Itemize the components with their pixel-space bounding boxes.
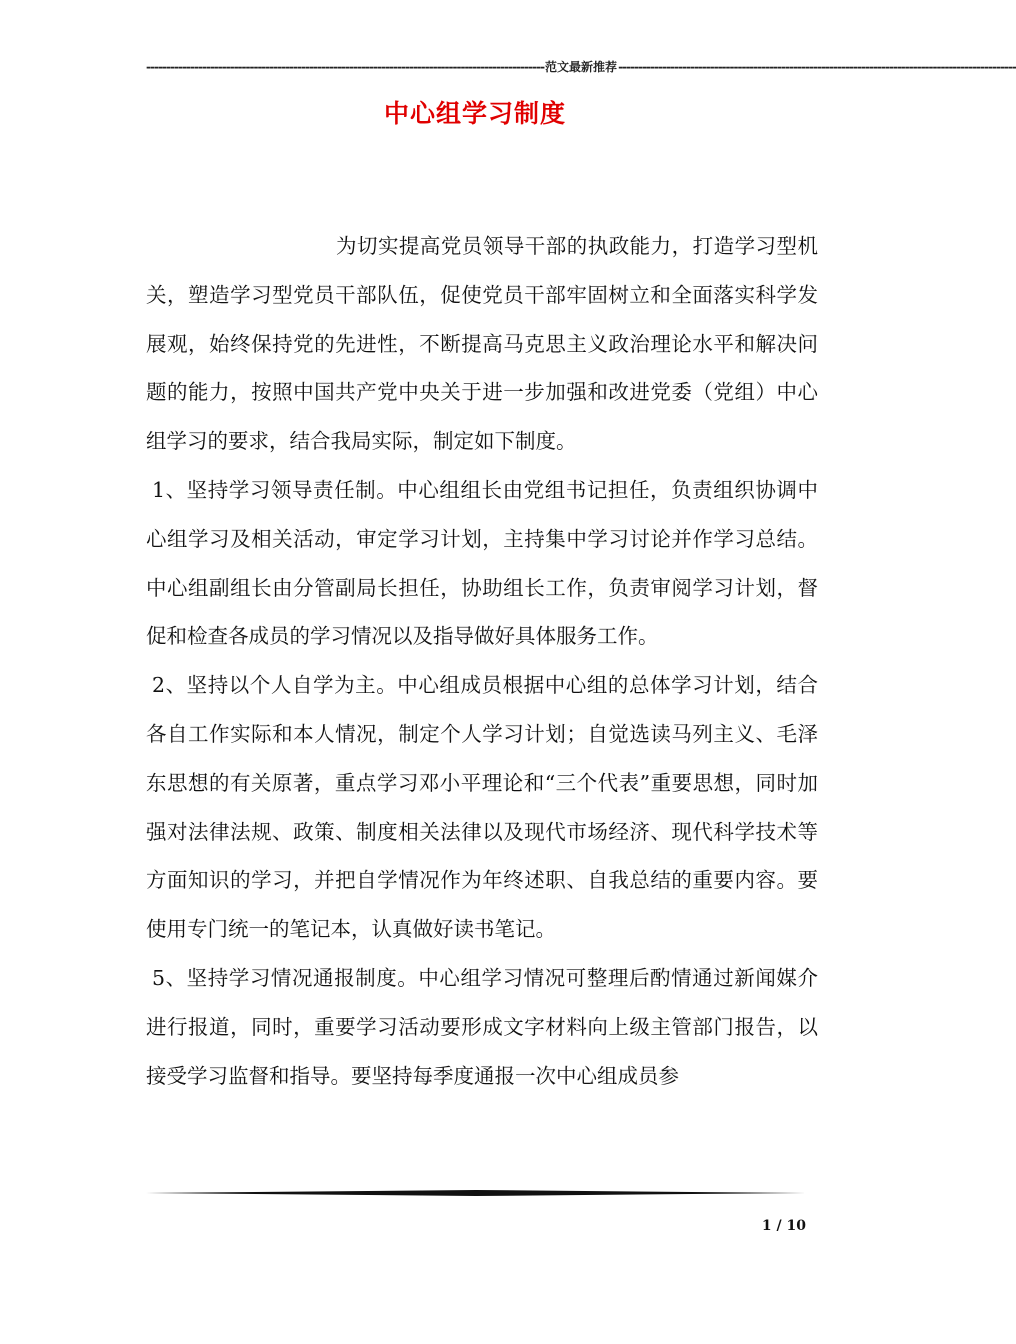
footer-divider (146, 1190, 806, 1196)
rule-paragraph-1: 1、坚持学习领导责任制。中心组组长由党组书记担任，负责组织协调中心组学习及相关活动，审定学习计划，主持集中学习讨论并作学习总结。中心组副组长由分管副局长担任，协助组长工作，负责审阅学习计划，督促和检查各成员的学习情况以及指导做好具体服务工作。 (146, 477, 818, 649)
document-body (146, 222, 818, 1100)
header-label: 范文最新推荐 (545, 60, 618, 74)
page-indicator: 1 / 10 (761, 1218, 806, 1234)
document-title: 中心组学习制度 (383, 99, 566, 128)
rule-paragraph-2: 2、坚持以个人自学为主。中心组成员根据中心组的总体学习计划，结合各自工作实际和本人情况，制定个人学习计划；自觉选读马列主义、毛泽东思想的有关原著，重点学习邓小平理论和“三个代表”重要思想，同时加强对法律法规、政策、制度相关法律以及现代市场经济、现代科学技术等方面知识的学习，并把自学情况作为年终述职、自我总结的重要内容。要使用专门统一的笔记本，认真做好读书笔记。 (146, 673, 818, 942)
page-header (146, 58, 1016, 76)
header-dash-left: ---------------------------------------------------------------------------------------------------- (146, 60, 545, 74)
header-dash-right: ---------------------------------------------------------------------------------------------------- (618, 60, 1016, 74)
rule-paragraph-5: 5、坚持学习情况通报制度。中心组学习情况可整理后酌情通过新闻媒介进行报道，同时，重要学习活动要形成文字材料向上级主管部门报告，以接受学习监督和指导。要坚持每季度通报一次中心组成员参 (146, 965, 818, 1088)
intro-paragraph: 为切实提高党员领导干部的执政能力，打造学习型机关，塑造学习型党员干部队伍，促使党员干部牢固树立和全面落实科学发展观，始终保持党的先进性，不断提高马克思主义政治理论水平和解决问题的能力，按照中国共产党中央关于进一步加强和改进党委（党组）中心组学习的要求，结合我局实际，制定如下制度。 (146, 234, 818, 454)
